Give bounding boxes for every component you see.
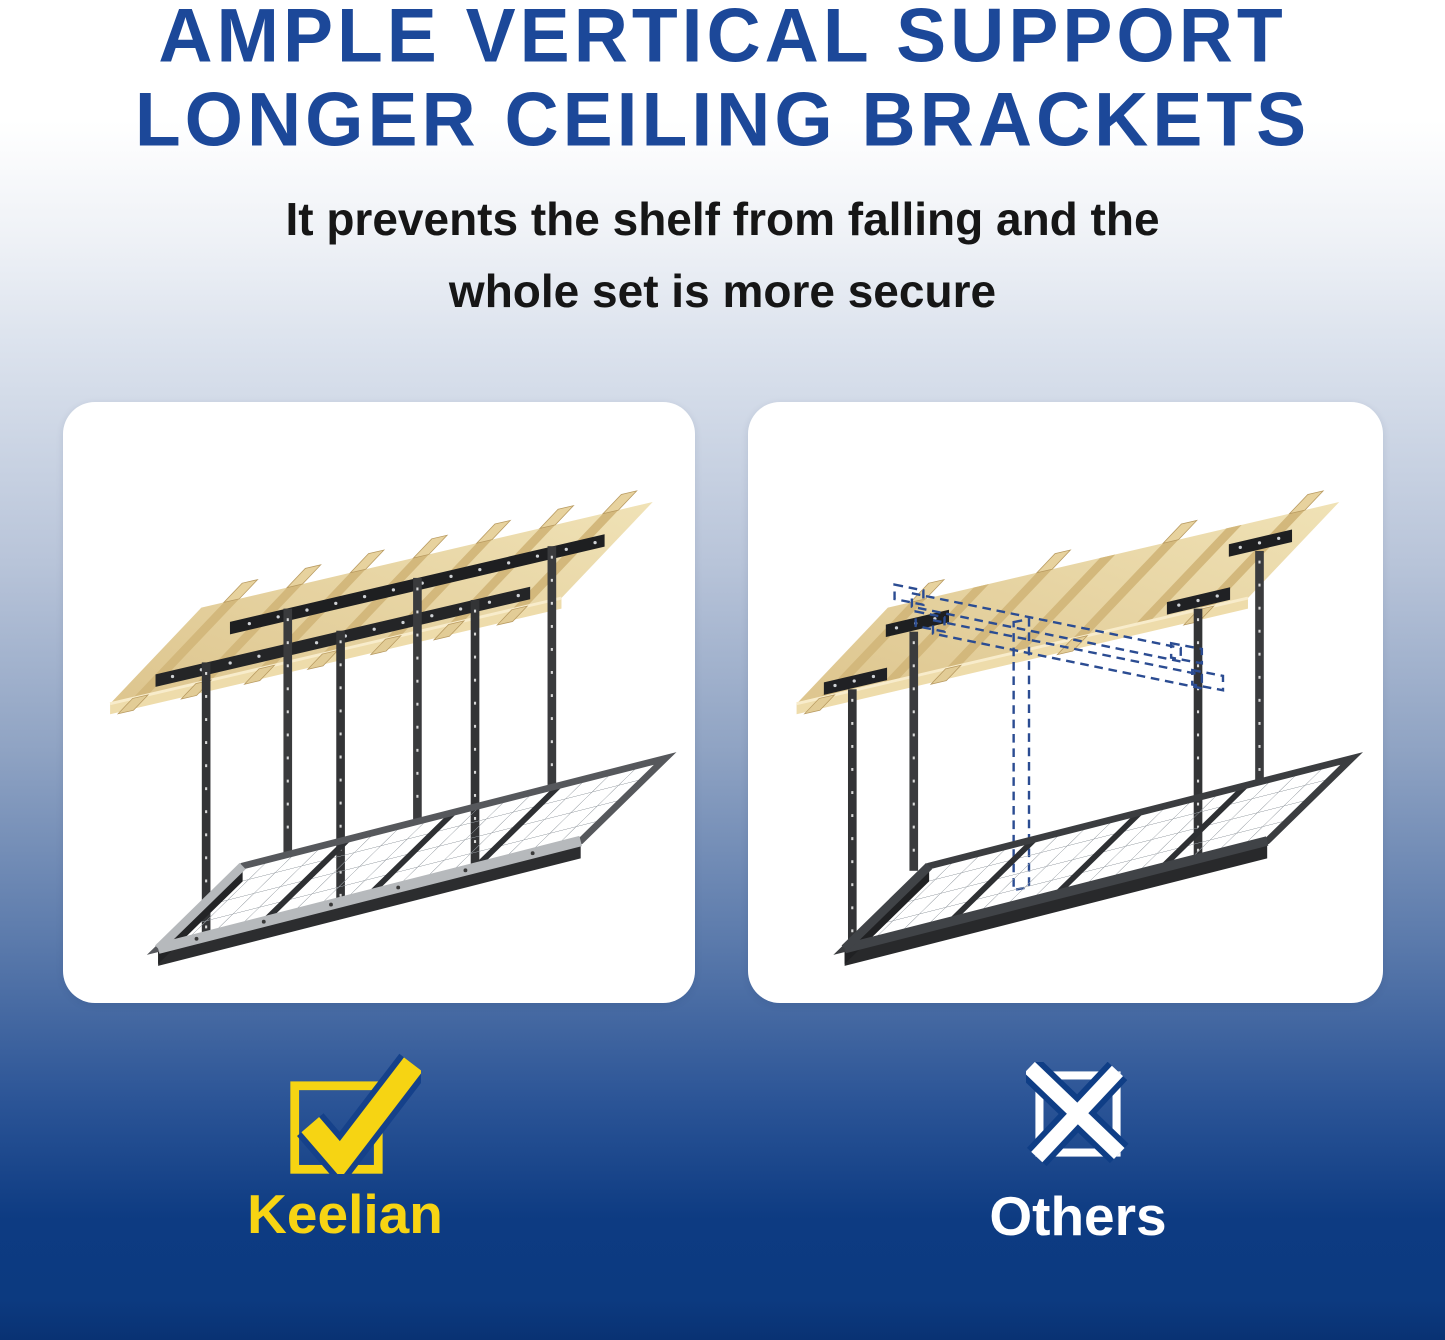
wood-ceiling	[110, 491, 653, 714]
others-rack-illustration	[760, 430, 1371, 987]
checkbox-check-icon	[285, 1050, 421, 1174]
others-card	[748, 402, 1383, 1003]
page-title-line1: AMPLE VERTICAL SUPPORT	[158, 0, 1287, 78]
keelian-rack-illustration	[75, 430, 683, 987]
others-label: Others	[989, 1185, 1167, 1247]
wire-mesh-rack	[845, 758, 1352, 965]
page-title-line2: LONGER CEILING BRACKETS	[134, 76, 1311, 162]
keelian-card	[63, 402, 695, 1003]
keelian-label: Keelian	[247, 1183, 443, 1245]
subtitle-line1: It prevents the shelf from falling and the	[285, 193, 1160, 245]
wire-mesh-rack	[158, 758, 665, 965]
checkbox-cross-icon	[1026, 1062, 1130, 1166]
subtitle-line2: whole set is more secure	[448, 265, 997, 317]
